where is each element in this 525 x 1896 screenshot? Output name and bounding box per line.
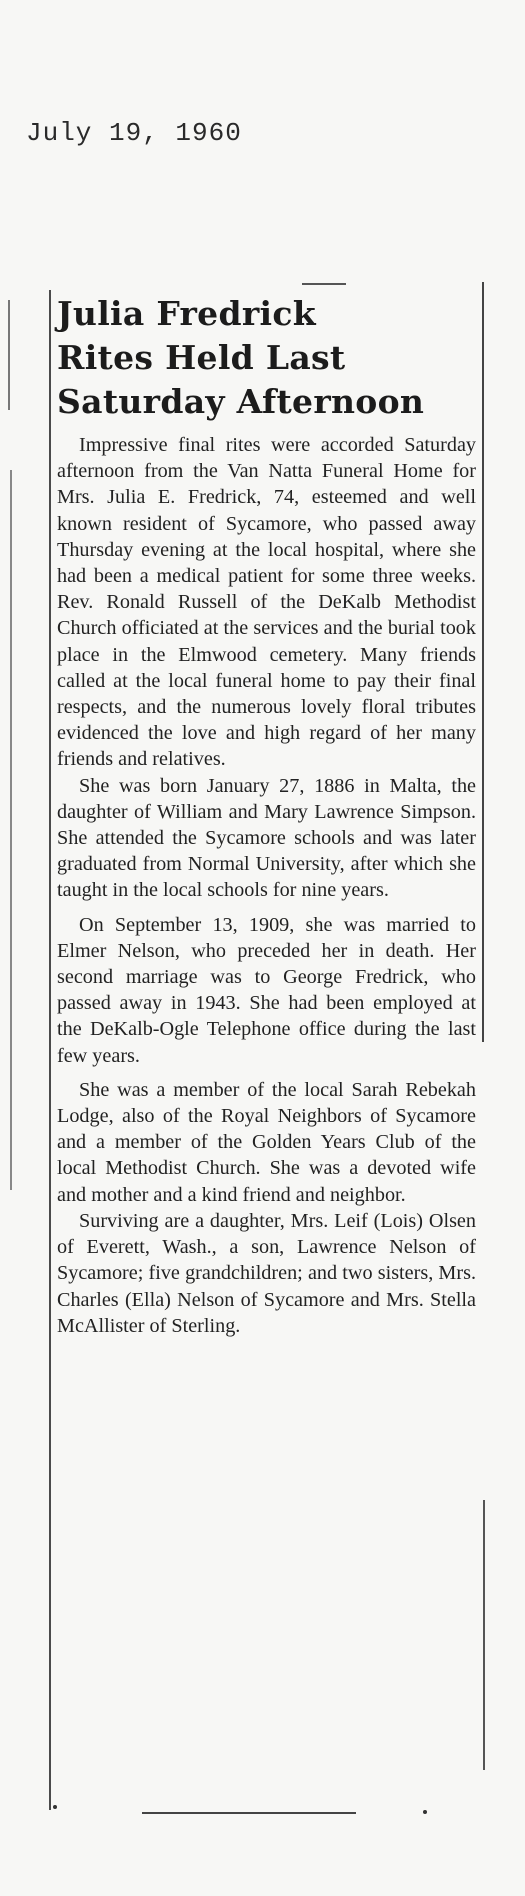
- right-column-rule: [482, 282, 484, 1042]
- right-column-rule: [483, 1500, 485, 1770]
- bottom-divider: [142, 1812, 356, 1814]
- column-edge-mark: [10, 470, 12, 1190]
- article-paragraph: She was born January 27, 1886 in Malta, the daughter of William and Mary Lawrence Simpson. She attended the Sycamore schools and was later graduated from Normal University, after which she taught in the local schools for nine years.: [57, 774, 476, 902]
- headline-line: Rites Held Last: [57, 338, 346, 377]
- column-edge-mark: [8, 300, 10, 410]
- top-divider: [302, 283, 346, 285]
- article-paragraph: Surviving are a daughter, Mrs. Leif (Lois) Olsen of Everett, Wash., a son, Lawrence Nelson of Sycamore; five grandchildren; and two sisters, Mrs. Charles (Ella) Nelson of Sycamore and Mrs. Stella McAllister of Sterling.: [57, 1209, 476, 1337]
- headline: [57, 292, 476, 424]
- headline-line: Julia Fredrick: [57, 294, 316, 333]
- left-column-rule: [49, 290, 51, 1810]
- article-paragraph: Impressive final rites were accorded Saturday afternoon from the Van Natta Funeral Home for Mrs. Julia E. Fredrick, 74, esteemed and well known resident of Sycamore, who passed away Thursday evening at the local hospital, where she had been a medical patient for some three weeks. Rev. Ronald Russell of the DeKalb Methodist Church officiated at the services and the burial took place in the Elmwood cemetery. Many friends called at the local funeral home to pay their final respects, and the numerous lovely floral tributes evidenced the love and high regard of her many friends and relatives.: [57, 434, 476, 771]
- ink-speck: [423, 1810, 427, 1814]
- article-paragraph: On September 13, 1909, she was married to Elmer Nelson, who preceded her in death. Her second marriage was to George Fredrick, who passed away in 1943. She had been employed at the DeKalb-Ogle Telephone office during the last few years.: [57, 913, 476, 1067]
- obituary-article: [57, 292, 476, 1339]
- date-stamp: July 19, 1960: [26, 118, 242, 148]
- ink-speck: [53, 1805, 57, 1809]
- headline-line: Saturday Afternoon: [57, 382, 425, 421]
- article-paragraph: She was a member of the local Sarah Rebekah Lodge, also of the Royal Neighbors of Sycamore and a member of the Golden Years Club of the local Methodist Church. She was a devoted wife and mother and a kind friend and neighbor.: [57, 1078, 476, 1206]
